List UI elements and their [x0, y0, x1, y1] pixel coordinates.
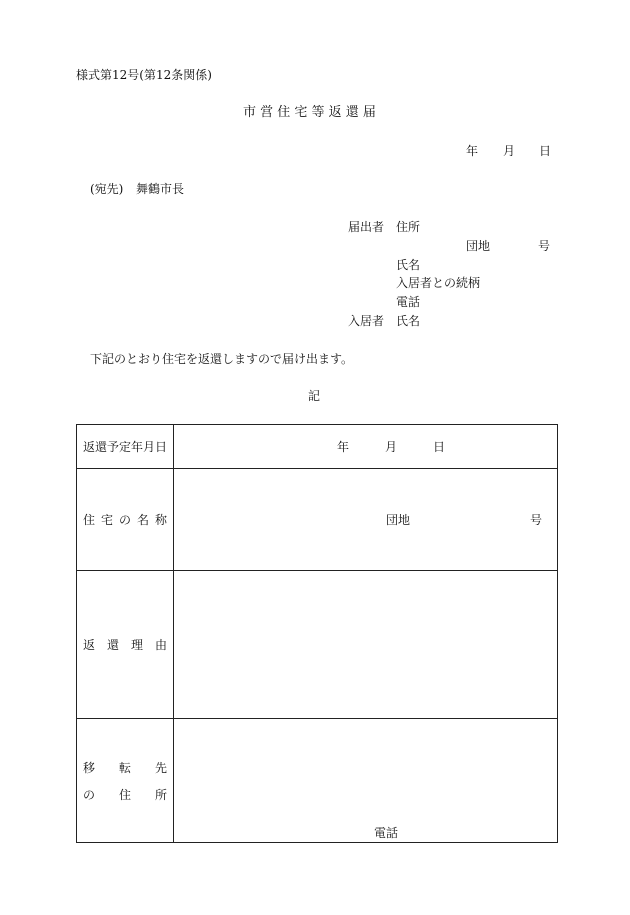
address-label: 住所 — [396, 220, 421, 234]
house-number-label: 号 — [530, 512, 543, 527]
destination-label-line1 — [77, 759, 173, 776]
applicant-number-label: 号 — [538, 239, 551, 253]
return-date-month: 月 — [385, 439, 398, 454]
destination-label-line2 — [77, 786, 173, 803]
house-name-char: 住 — [83, 513, 96, 527]
reason-char: 理 — [130, 638, 143, 652]
destination-row — [77, 719, 558, 843]
destination-char: 移 — [83, 760, 96, 775]
return-date-label: 返還予定年月日 — [83, 440, 168, 454]
return-date-value — [174, 426, 557, 468]
addressee-prefix: (宛先) — [90, 182, 124, 196]
house-name-value — [174, 470, 557, 570]
relation-label: 入居者との続柄 — [396, 276, 481, 290]
house-name-char: の — [118, 513, 131, 527]
house-name-char: 宅 — [100, 513, 113, 527]
destination-value — [174, 720, 557, 842]
applicant-name-label: 氏名 — [396, 258, 421, 272]
destination-char: 先 — [154, 760, 167, 775]
destination-char: 住 — [118, 787, 131, 802]
resident-name-label: 氏名 — [396, 314, 421, 328]
house-name-row — [77, 469, 558, 571]
destination-char: 転 — [118, 760, 131, 775]
reason-char: 返 — [83, 638, 96, 652]
return-date-year: 年 — [337, 439, 350, 454]
destination-phone-label: 電話 — [374, 825, 399, 840]
destination-value-cell[interactable] — [174, 719, 558, 843]
header-date-month: 月 — [503, 144, 516, 158]
applicant-danchi-label: 団地 — [466, 239, 491, 253]
house-name-label — [77, 511, 173, 528]
statement-text: 下記のとおり住宅を返還しますので届け出ます。 — [90, 352, 354, 366]
header-date — [466, 144, 550, 158]
return-date-day: 日 — [433, 439, 446, 454]
house-danchi-label: 団地 — [386, 512, 411, 527]
applicant-label: 届出者 — [348, 220, 385, 234]
form-number: 様式第12号(第12条関係) — [76, 68, 212, 82]
header-date-year: 年 — [466, 144, 479, 158]
return-date-row — [77, 425, 558, 469]
phone-label: 電話 — [396, 295, 421, 309]
addressee-name: 舞鶴市長 — [136, 182, 185, 196]
house-name-char: 名 — [136, 513, 149, 527]
reason-value-cell[interactable] — [174, 571, 558, 719]
house-name-value-cell — [174, 469, 558, 571]
house-name-char: 称 — [154, 513, 167, 527]
destination-label-cell — [77, 719, 174, 843]
reason-label — [77, 636, 173, 653]
reason-label-cell — [77, 571, 174, 719]
return-date-label-cell — [77, 425, 174, 469]
header-date-day: 日 — [539, 144, 552, 158]
reason-char: 由 — [154, 638, 167, 652]
destination-char: 所 — [154, 787, 167, 802]
reason-char: 還 — [106, 638, 119, 652]
house-name-label-cell — [77, 469, 174, 571]
form-title: 市 営 住 宅 等 返 還 届 — [243, 105, 376, 120]
return-date-value-cell — [174, 425, 558, 469]
destination-char: の — [83, 787, 96, 802]
ki-heading: 記 — [308, 389, 321, 403]
resident-label: 入居者 — [348, 314, 385, 328]
return-form-table — [76, 424, 558, 843]
reason-row — [77, 571, 558, 719]
